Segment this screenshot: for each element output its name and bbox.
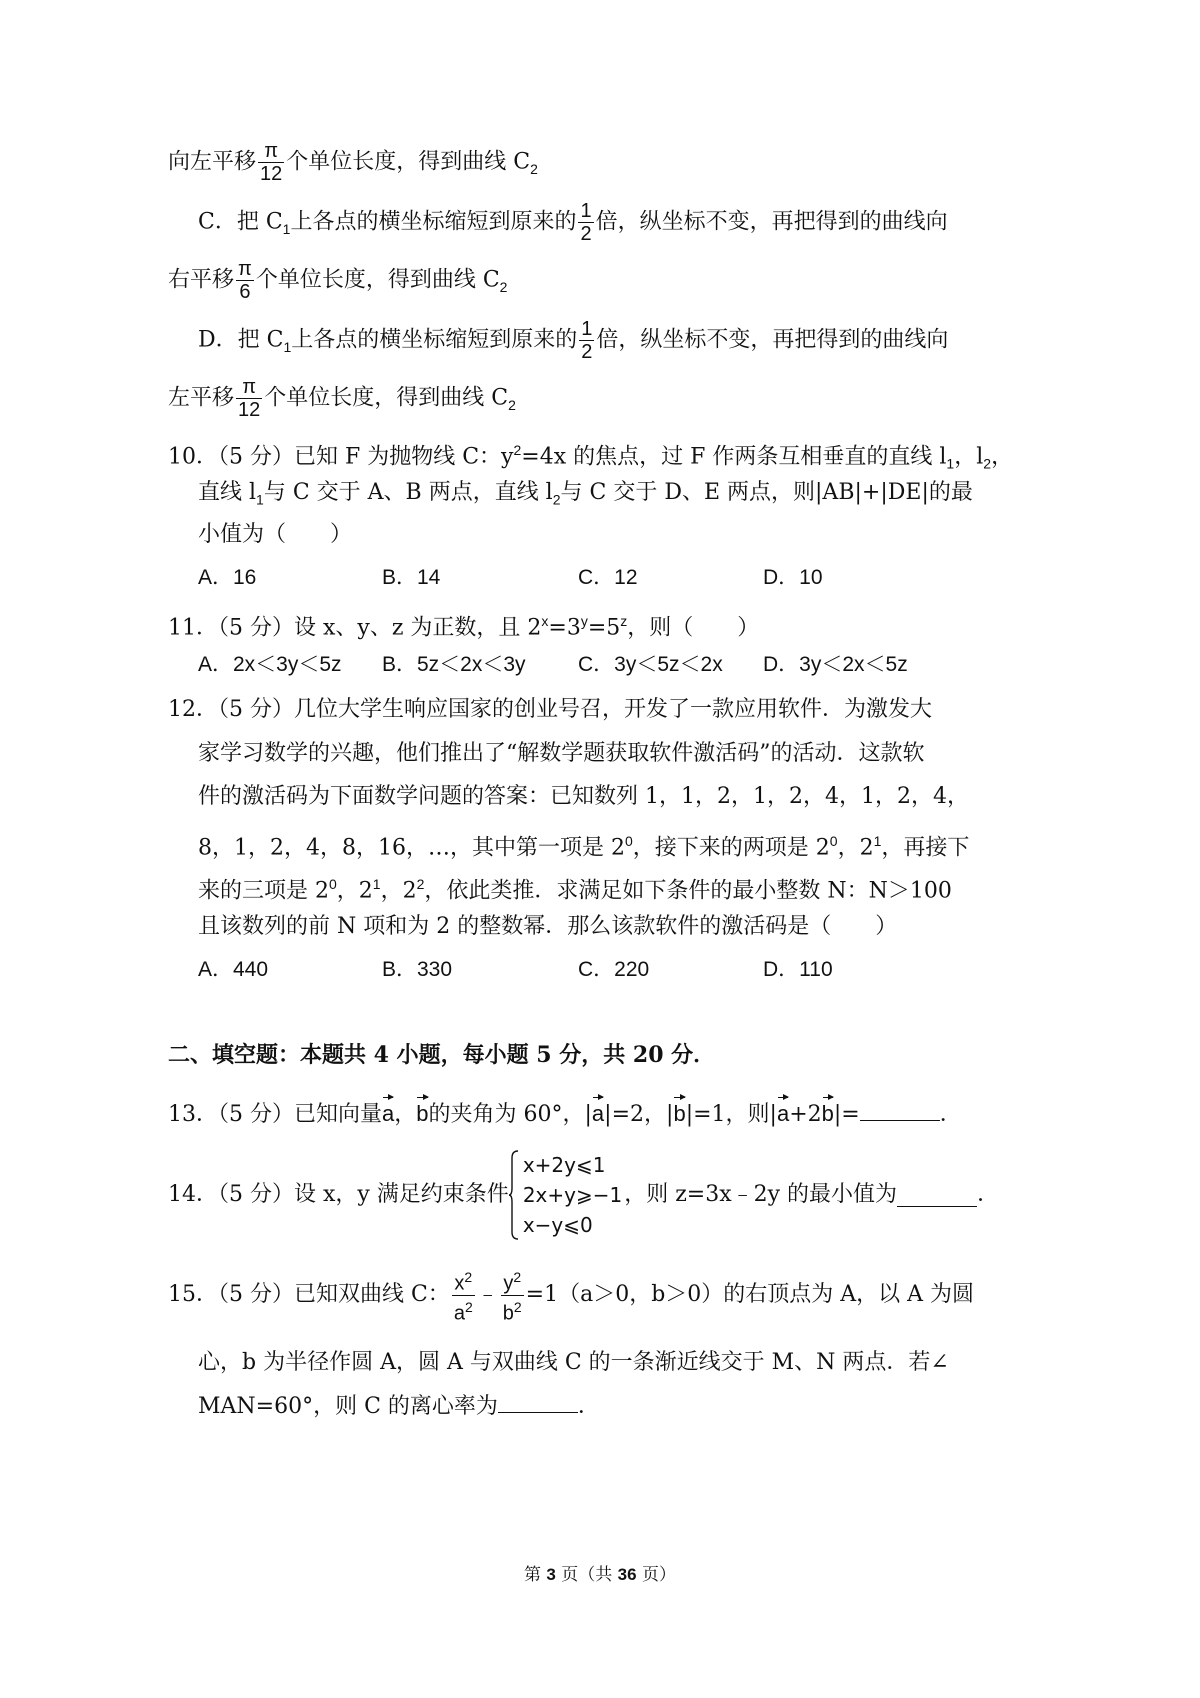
q12-option-d: D．110: [763, 958, 833, 981]
answer-blank: [897, 1184, 977, 1207]
q10-option-d: D．10: [763, 566, 823, 589]
q11-option-d: D．3y＜2x＜5z: [763, 653, 908, 676]
fraction: $\frac{y^2}{b^2}$: [502, 1268, 522, 1325]
text: 个单位长度，得到曲线 C: [286, 149, 531, 175]
vector-a: a: [382, 1093, 394, 1129]
answer-blank: [498, 1390, 578, 1413]
q14-line: 14．（5 分）设 x，y 满足约束条件 x+2y⩽1 2x+y⩾−1 x−y⩽0 ，则 z=3x﹣2y 的最小值为 ．: [0, 1150, 1200, 1240]
q11-option-b: B．5z＜2x＜3y: [382, 653, 526, 676]
q10-option-c: C．12: [578, 566, 638, 589]
q12-option-b: B．330: [382, 958, 453, 981]
exam-page: 向左平移 $\frac{\pi}{12}$ 个单位长度，得到曲线 $C_2$ C．把 $C_1$上各点的横坐标缩短到原来的 $\frac{1}{2}$ 倍，纵坐标不变，再把得到的曲线向 右平移 $\frac{\pi}{6}$ 个单位长度，得到曲线 $C_2$ D．把 $C_1$上各点的横坐标缩短到原来的 $\frac{1}{2}$ 倍，纵坐标不变，再把得到的曲线向 左平移 $\frac{\pi}{12}$ 个单位长度，得到曲线 $C_2$ 10．（5 分）已知 F 为抛物线 C：$y^2=4x$ 的焦点，过 F 作两条互相垂直的直线 $l_1$，$l_2$， 直线 $l_1$与 C 交于 A、B 两点，直线 $l_2$与 C 交于 D、E 两点，则|AB|+|DE|的最 小值为（ ） A．16 B．14 C．12 D．10 11．（5 分）设 x、y、z 为正数，且 $2^x=3^y=5^z$，则（ ） A．2x＜3y＜5z B．5z＜2x＜3y C．3y＜5z＜2x D．3y＜2x＜5z 12．（5 分）几位大学生响应国家的创业号召，开发了一款应用软件．为激发大 家学习数学的兴趣，他们推出了“解数学题获取软件激活码”的活动．这款软 件的激活码为下面数学问题的答案：已知数列 1，1，2，1，2，4，1，2，4， 8，1，2，4，8，16，…，其中第一项是 $2^0$，接下来的两项是 $2^0$，$2^1$，再接下 来的三项是 $2^0$，$2^1$，$2^2$，依此类推．求满足如下条件的最小整数 N：N＞100 且该数列的前 N 项和为 2 的整数幂．那么该款软件的激活码是（ ） A．440 B．330 C．220 D．110 二、填空题：本题共 4 小题，每小题 5 分，共 20 分． 13．（5 分）已知向量a，b的夹角为 60°，|a|=2，|b|=1，则|a+2b|= ． 14．（5 分）设 x，y 满足约束条件 x+2y⩽1 2x+y⩾−1 x−y⩽0 ，则 z=3x﹣2y 的最小值为 ． 15．（5 分）已知双曲线 C： $\frac{x^2}{a^2}$ ﹣ $\frac{y^2}{b^2}$ =1（a＞0，b＞0）的右顶点为 A，以 A 为圆 心，b 为半径作圆 A，圆 A 与双曲线 C 的一条渐近线交于 M、N 两点．若∠ MAN=60°，则 C 的离心率为 ． 第 3 页（共 36 页）: [0, 0, 1200, 1698]
vector-a: a: [777, 1093, 789, 1129]
vector-b: b: [673, 1093, 685, 1129]
q11-option-a: A．2x＜3y＜5z: [198, 653, 342, 676]
q10-option-b: B．14: [382, 566, 441, 589]
fraction: $\frac{x^2}{a^2}$: [453, 1268, 473, 1325]
fraction: $\frac{\pi}{12}$: [238, 376, 261, 421]
constraint-row: x−y⩽0: [522, 1213, 593, 1237]
vector-b: b: [416, 1093, 428, 1129]
q10-option-a: A．16: [198, 566, 257, 589]
page-footer: 第 3 页（共 36 页）: [523, 1565, 676, 1585]
vector-b: b: [822, 1093, 834, 1129]
constraint-row: 2x+y⩾−1: [522, 1183, 623, 1207]
constraint-row: x+2y⩽1: [522, 1153, 606, 1177]
q12-option-a: A．440: [198, 958, 269, 981]
left-brace-icon: [509, 1150, 519, 1240]
q12-option-c: C．220: [578, 958, 650, 981]
fraction: $\frac{1}{2}$: [581, 318, 593, 363]
text: 向左平移: [168, 149, 257, 175]
q15-line1: 15．（5 分）已知双曲线 C： $\frac{x^2}{a^2}$ ﹣ $\frac{y^2}{b^2}$ =1（a＞0，b＞0）的右顶点为 A，以 A 为圆: [0, 1265, 1200, 1325]
q11-option-c: C．3y＜5z＜2x: [578, 653, 723, 676]
vector-a: a: [592, 1093, 604, 1129]
fraction: $\frac{1}{2}$: [580, 200, 592, 245]
fraction: $\frac{\pi}{6}$: [238, 258, 252, 303]
answer-blank: [860, 1098, 940, 1121]
fraction: $\frac{\pi}{12}$: [260, 140, 283, 185]
constraint-system: [509, 1150, 622, 1240]
